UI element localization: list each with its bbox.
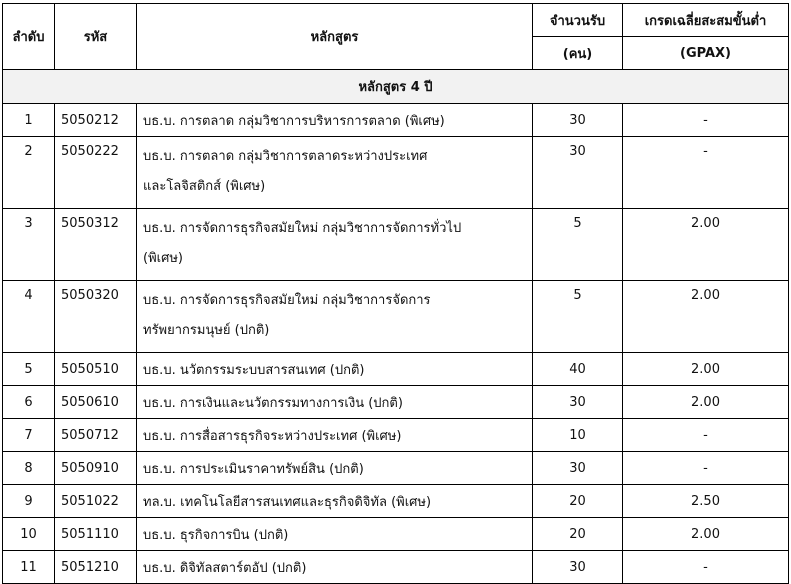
program-min-gpax: 2.00 — [623, 209, 789, 281]
table-row — [3, 452, 789, 485]
program-name-line: บธ.บ. ธุรกิจการบิน (ปกติ) — [143, 527, 289, 543]
table-row — [3, 281, 789, 353]
program-name — [137, 485, 533, 518]
program-min-gpax: 2.00 — [623, 386, 789, 419]
program-capacity: 5 — [533, 209, 623, 281]
table-row — [3, 518, 789, 551]
program-name-line: (พิเศษ) — [143, 251, 183, 266]
table-row — [3, 551, 789, 584]
header-no: ลำดับ — [3, 4, 55, 70]
table-row — [3, 386, 789, 419]
program-capacity: 20 — [533, 518, 623, 551]
table-row — [3, 209, 789, 281]
program-code: 5050222 — [55, 137, 137, 209]
row-number: 4 — [3, 281, 55, 353]
program-name-line: บธ.บ. การจัดการธุรกิจสมัยใหม่ กลุ่มวิชาการจัดการทั่วไป — [143, 221, 462, 236]
program-code: 5050212 — [55, 104, 137, 137]
header-code: รหัส — [55, 4, 137, 70]
program-name — [137, 353, 533, 386]
program-capacity: 20 — [533, 485, 623, 518]
program-name — [137, 452, 533, 485]
header-program: หลักสูตร — [137, 4, 533, 70]
header-gpa-unit: (GPAX) — [623, 37, 789, 70]
program-min-gpax: - — [623, 137, 789, 209]
table-row — [3, 353, 789, 386]
program-name-line: และโลจิสติกส์ (พิเศษ) — [143, 179, 266, 194]
program-capacity: 30 — [533, 551, 623, 584]
row-number: 5 — [3, 353, 55, 386]
program-code: 5050712 — [55, 419, 137, 452]
program-name — [137, 281, 533, 353]
table-row — [3, 485, 789, 518]
row-number: 10 — [3, 518, 55, 551]
program-name-line: บธ.บ. การจัดการธุรกิจสมัยใหม่ กลุ่มวิชาการจัดการ — [143, 293, 431, 308]
row-number: 2 — [3, 137, 55, 209]
program-min-gpax: 2.00 — [623, 518, 789, 551]
program-name-line: ทล.บ. เทคโนโลยีสารสนเทศและธุรกิจดิจิทัล (พิเศษ) — [143, 494, 432, 510]
row-number: 1 — [3, 104, 55, 137]
program-name — [137, 518, 533, 551]
program-code: 5051110 — [55, 518, 137, 551]
program-name — [137, 104, 533, 137]
program-name — [137, 209, 533, 281]
program-name — [137, 137, 533, 209]
program-name-line: บธ.บ. นวัตกรรมระบบสารสนเทศ (ปกติ) — [143, 362, 365, 378]
program-name-line: บธ.บ. การตลาด กลุ่มวิชาการตลาดระหว่างประเทศ — [143, 149, 428, 164]
program-name — [137, 551, 533, 584]
program-capacity: 30 — [533, 137, 623, 209]
header-gpa: เกรดเฉลี่ยสะสมขั้นต่ำ — [623, 4, 789, 37]
program-code: 5050312 — [55, 209, 137, 281]
row-number: 9 — [3, 485, 55, 518]
program-code: 5050610 — [55, 386, 137, 419]
program-capacity: 30 — [533, 452, 623, 485]
table-row — [3, 419, 789, 452]
row-number: 3 — [3, 209, 55, 281]
section-title: หลักสูตร 4 ปี — [3, 70, 789, 104]
program-min-gpax: - — [623, 104, 789, 137]
program-name — [137, 419, 533, 452]
program-capacity: 40 — [533, 353, 623, 386]
program-name-line: บธ.บ. การสื่อสารธุรกิจระหว่างประเทศ (พิเศษ) — [143, 428, 402, 444]
program-code: 5050320 — [55, 281, 137, 353]
program-name-line: บธ.บ. การเงินและนวัตกรรมทางการเงิน (ปกติ) — [143, 395, 403, 411]
program-name-line: บธ.บ. การตลาด กลุ่มวิชาการบริหารการตลาด (พิเศษ) — [143, 113, 445, 129]
header-row — [3, 4, 789, 37]
program-name-line: ทรัพยากรมนุษย์ (ปกติ) — [143, 323, 270, 338]
header-capacity: จำนวนรับ — [533, 4, 623, 37]
admission-programs-table — [2, 3, 789, 584]
program-name-line: บธ.บ. การประเมินราคาทรัพย์สิน (ปกติ) — [143, 461, 364, 477]
section-row — [3, 70, 789, 104]
program-name — [137, 386, 533, 419]
program-code: 5050910 — [55, 452, 137, 485]
program-min-gpax: 2.50 — [623, 485, 789, 518]
program-min-gpax: 2.00 — [623, 353, 789, 386]
header-capacity-unit: (คน) — [533, 37, 623, 70]
program-capacity: 10 — [533, 419, 623, 452]
program-min-gpax: - — [623, 551, 789, 584]
row-number: 6 — [3, 386, 55, 419]
program-capacity: 5 — [533, 281, 623, 353]
program-code: 5051210 — [55, 551, 137, 584]
program-capacity: 30 — [533, 104, 623, 137]
row-number: 11 — [3, 551, 55, 584]
table-row — [3, 137, 789, 209]
program-name-line: บธ.บ. ดิจิทัลสตาร์ตอัป (ปกติ) — [143, 560, 307, 576]
program-code: 5051022 — [55, 485, 137, 518]
program-capacity: 30 — [533, 386, 623, 419]
row-number: 7 — [3, 419, 55, 452]
program-min-gpax: - — [623, 452, 789, 485]
row-number: 8 — [3, 452, 55, 485]
program-code: 5050510 — [55, 353, 137, 386]
table-row — [3, 104, 789, 137]
program-min-gpax: - — [623, 419, 789, 452]
program-min-gpax: 2.00 — [623, 281, 789, 353]
